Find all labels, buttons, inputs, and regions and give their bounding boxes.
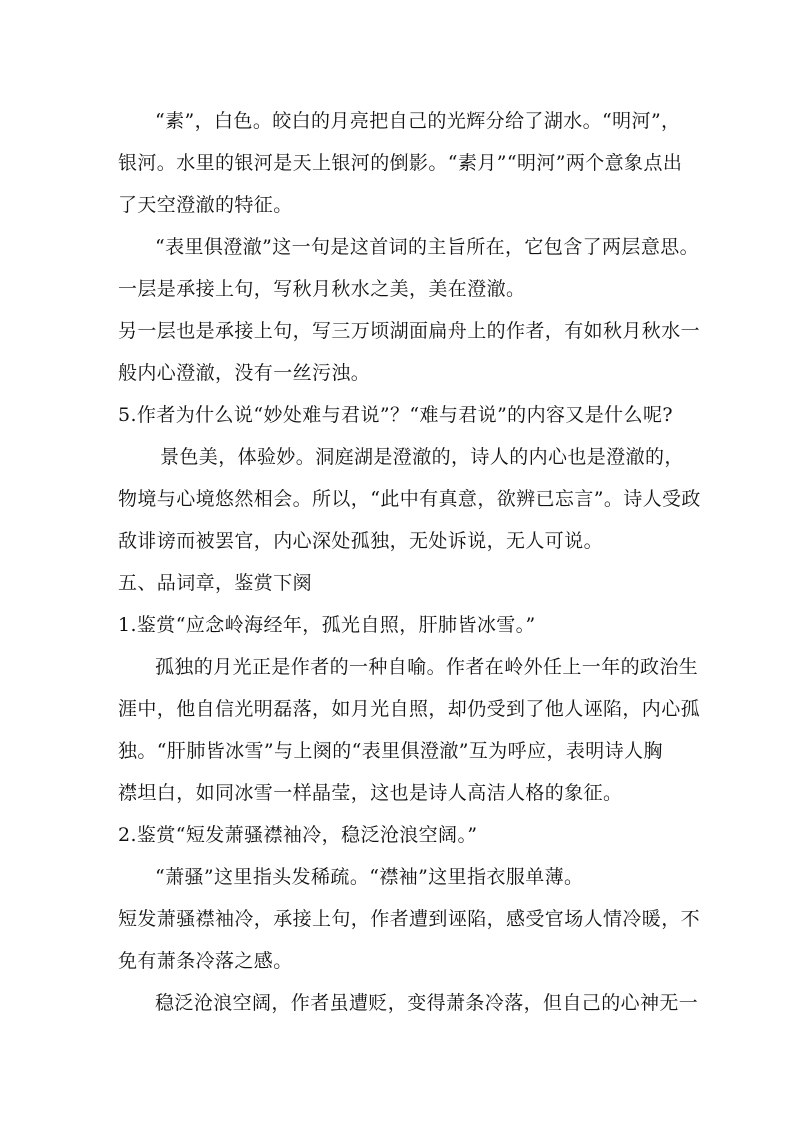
text-line: 襟坦白，如同冰雪一样晶莹，这也是诗人高洁人格的象征。 xyxy=(118,782,623,804)
text-line: 免有萧条冷落之感。 xyxy=(118,950,293,972)
text-line: 银河。水里的银河是天上银河的倒影。“素月”“明河”两个意象点出 xyxy=(118,152,683,174)
question-heading: 1.鉴赏“应念岭海经年，孤光自照，肝肺皆冰雪。” xyxy=(118,614,536,636)
text-line: 涯中，他自信光明磊落，如月光自照，却仍受到了他人诬陷，内心孤 xyxy=(118,698,701,720)
question-heading: 2.鉴赏“短发萧骚襟袖冷，稳泛沧浪空阔。” xyxy=(118,824,478,846)
text-line: 物境与心境悠然相会。所以，“此中有真意，欲辨已忘言”。诗人受政 xyxy=(118,488,701,510)
text-line: 了天空澄澈的特征。 xyxy=(118,194,293,216)
text-line: 孤独的月光正是作者的一种自喻。作者在岭外任上一年的政治生 xyxy=(155,656,699,678)
question-heading: 5.作者为什么说“妙处难与君说”？“难与君说”的内容又是什么呢? xyxy=(118,404,673,426)
text-line: 短发萧骚襟袖冷，承接上句，作者遭到诬陷，感受官场人情冷暖，不 xyxy=(118,908,701,930)
text-line: 敌诽谤而被罢官，内心深处孤独，无处诉说，无人可说。 xyxy=(118,530,604,552)
text-line: “表里俱澄澈”这一句是这首词的主旨所在，它包含了两层意思。 xyxy=(155,236,700,258)
text-line: “素”，白色。皎白的月亮把自己的光辉分给了湖水。“明河”， xyxy=(155,110,681,132)
text-line: 稳泛沧浪空阔，作者虽遭贬，变得萧条冷落，但自己的心神无一 xyxy=(155,992,699,1014)
text-line: “萧骚”这里指头发稀疏。“襟袖”这里指衣服单薄。 xyxy=(155,866,584,888)
text-line: 般内心澄澈，没有一丝污浊。 xyxy=(118,362,371,384)
text-line: 另一层也是承接上句，写三万顷湖面扁舟上的作者，有如秋月秋水一 xyxy=(118,320,701,342)
text-line: 一层是承接上句，写秋月秋水之美，美在澄澈。 xyxy=(118,278,526,300)
text-line: 景色美，体验妙。洞庭湖是澄澈的，诗人的内心也是澄澈的， xyxy=(160,446,684,468)
section-heading: 五、品词章，鉴赏下阕 xyxy=(118,572,313,594)
text-line: 独。“肝肺皆冰雪”与上阕的“表里俱澄澈”互为呼应，表明诗人胸 xyxy=(118,740,663,762)
